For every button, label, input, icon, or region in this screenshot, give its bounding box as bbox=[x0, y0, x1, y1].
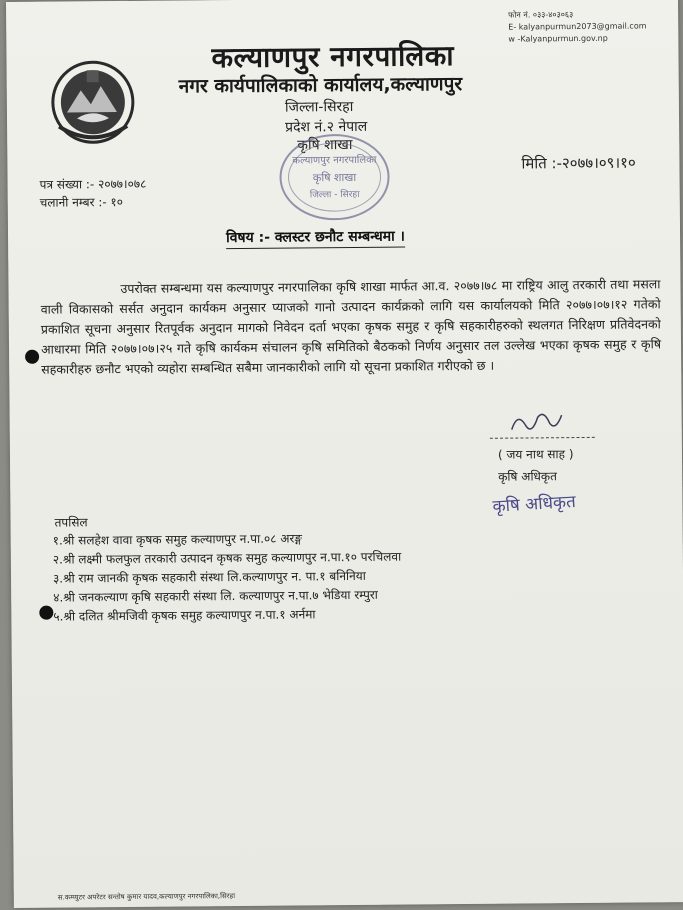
punch-hole-top bbox=[25, 350, 39, 364]
stamp-line-1: कल्याणपुर नगरपालिका bbox=[292, 154, 377, 167]
contact-info bbox=[508, 8, 647, 45]
punch-hole-bottom bbox=[39, 606, 53, 620]
signature-line bbox=[490, 437, 595, 439]
letter-date: मिति :-२०७७।०९।१० bbox=[521, 153, 636, 173]
letter-body: उपरोक्त सम्बन्धमा यस कल्याणपुर नगरपालिका कृषि शाखा मार्फत आ.व. २०७७।७८ मा राष्ट्रिय आलु तरकारी तथा मसला वाली विकासको सर्सत अनुदान कार्यकम अनुसार प्याजको गानो उत्पादन कार्यक्रको लागि यस कार्यालयको मिति २०७७।०७।१२ गतेको प्रकाशित सूचना अनुसार रितपूर्वक अनुदान मागको निवेदन दर्ता भएका कृषक समुह र कृषि सहकारीहरुको स्थलगत निरिक्षण प्रतिवेदनको आधारमा मिति २०७७।०७।२५ गते कृषि कार्यकम संचालन कृषि समितिको बैठकको निर्णय अनुसार तल उल्लेख भएका कृषक समुह र कृषि सहकारीहरु छनौट भएको व्यहोरा सम्बन्धित सबैमा जानकारीको लागि यो सूचना प्रकाशित गरीएको छ । bbox=[40, 276, 662, 377]
title-stamp: कृषि अधिकृत bbox=[491, 491, 577, 517]
office-stamp bbox=[275, 127, 394, 224]
signer-title: कृषि अधिकृत bbox=[498, 469, 558, 484]
signer-name: ( जय नाथ साह ) bbox=[497, 447, 574, 462]
list-item: १.श्री सलहेश वावा कृषक समुह कल्याणपुर न.पा.०८ अरङ्ग bbox=[52, 531, 303, 548]
province-line: प्रदेश नं.२ नेपाल bbox=[285, 118, 368, 136]
nepal-emblem-icon bbox=[46, 56, 139, 149]
reference-number: पत्र संख्या :- २०७७।०७८ bbox=[39, 176, 147, 192]
district-line: जिल्ला-सिरहा bbox=[284, 98, 354, 116]
email-address: E- kalyanpurmun2073@gmail.com bbox=[508, 21, 647, 32]
list-item: ४.श्री जनकल्याण कृषि सहकारी संस्था लि. कल्याणपुर न.पा.७ भेडिया रम्पुरा bbox=[53, 587, 378, 605]
selected-groups-list bbox=[53, 529, 402, 627]
letter-page bbox=[6, 0, 683, 908]
details-heading: तपसिल bbox=[54, 515, 88, 530]
signature-mark bbox=[508, 407, 566, 438]
footer-note: स.कम्प्युटर अपरेटर सन्तोष कुमार यादव,कल्याणपुर नगरपालिका,सिरहा bbox=[57, 892, 236, 902]
section-line: कृषि शाखा bbox=[297, 136, 353, 154]
website-address: w -Kalyanpurmun.gov.np bbox=[508, 33, 608, 44]
stamp-line-3: जिल्ला - सिरहा bbox=[309, 189, 360, 201]
dispatch-number: चलानी नम्बर :- १० bbox=[39, 194, 124, 210]
letter-subject: विषय :- क्लस्टर छनौट सम्बन्धमा । bbox=[226, 227, 405, 250]
phone-number: फोन नं. ०३३-४०३०६३ bbox=[508, 10, 574, 20]
list-item: ३.श्री राम जानकी कृषक सहकारी संस्था लि.कल्याणपुर न. पा.१ बनिनिया bbox=[52, 568, 366, 586]
list-item: २.श्री लक्ष्मी फलफुल तरकारी उत्पादन कृषक समुह कल्याणपुर न.पा.१० परचिलवा bbox=[52, 549, 402, 567]
list-item: ५.श्री दलित श्रीमजिवी कृषक समुह कल्याणपुर न.पा.१ अर्नमा bbox=[53, 607, 316, 624]
municipality-name: कल्याणपुर नगरपालिका bbox=[211, 39, 455, 75]
office-name: नगर कार्यपालिकाको कार्यालय,कल्याणपुर bbox=[178, 73, 463, 98]
stamp-line-2: कृषि शाखा bbox=[312, 170, 357, 185]
